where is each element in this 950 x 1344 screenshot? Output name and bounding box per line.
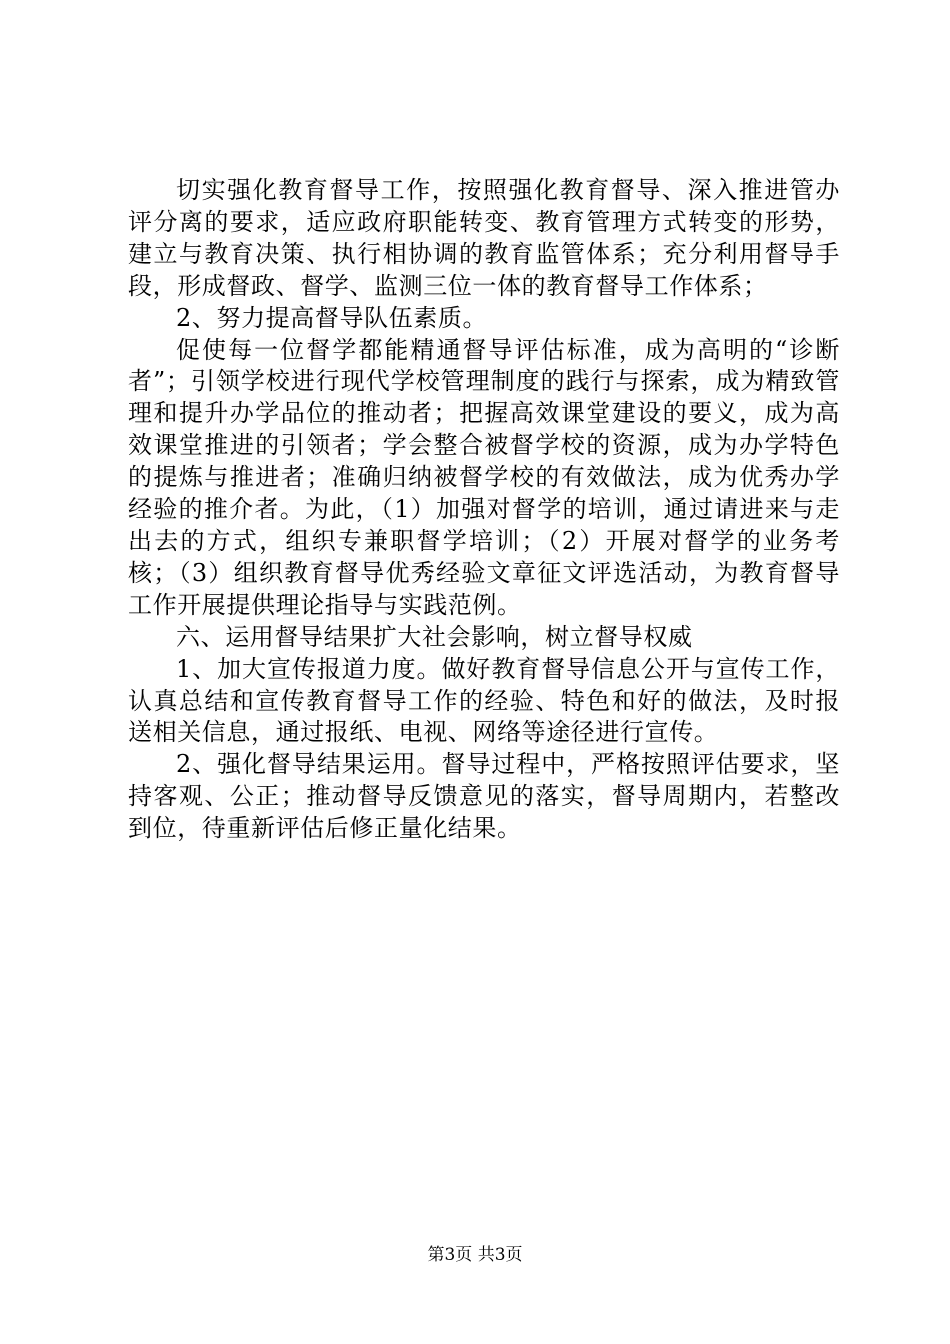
section-heading-six: 六、运用督导结果扩大社会影响，树立督导权威 bbox=[176, 622, 693, 651]
paragraph-result-application: 2、强化督导结果运用。督导过程中，严格按照评估要求，坚持客观、公正；推动督导反馈意见的落实，督导周期内，若整改到位，待重新评估后修正量化结果。 bbox=[128, 750, 840, 843]
paragraph-team-quality-heading: 2、努力提高督导队伍素质。 bbox=[176, 303, 488, 332]
paragraph-supervision-work: 切实强化教育督导工作，按照强化教育督导、深入推进管办评分离的要求，适应政府职能转变、教育管理方式转变的形势，建立与教育决策、执行相协调的教育监管体系；充分利用督导手段，形成督政、督学、监测三位一体的教育督导工作体系； bbox=[128, 176, 840, 300]
page-footer: 第3页 共3页 bbox=[427, 1245, 523, 1265]
document-body bbox=[128, 175, 840, 845]
paragraph-inspector-training: 促使每一位督学都能精通督导评估标准，成为高明的“诊断者”；引领学校进行现代学校管理制度的践行与探索，成为精致管理和提升办学品位的推动者；把握高效课堂建设的要义，成为高效课堂推进的引领者；学会整合被督学校的资源，成为办学特色的提炼与推进者；准确归纳被督学校的有效做法，成为优秀办学经验的推介者。为此，（1）加强对督学的培训，通过请进来与走出去的方式，组织专兼职督学培训；（2）开展对督学的业务考核；（3）组织教育督导优秀经验文章征文评选活动，为教育督导工作开展提供理论指导与实践范例。 bbox=[128, 335, 840, 619]
paragraph-publicity: 1、加大宣传报道力度。做好教育督导信息公开与宣传工作，认真总结和宣传教育督导工作的经验、特色和好的做法，及时报送相关信息，通过报纸、电视、网络等途径进行宣传。 bbox=[128, 654, 840, 747]
